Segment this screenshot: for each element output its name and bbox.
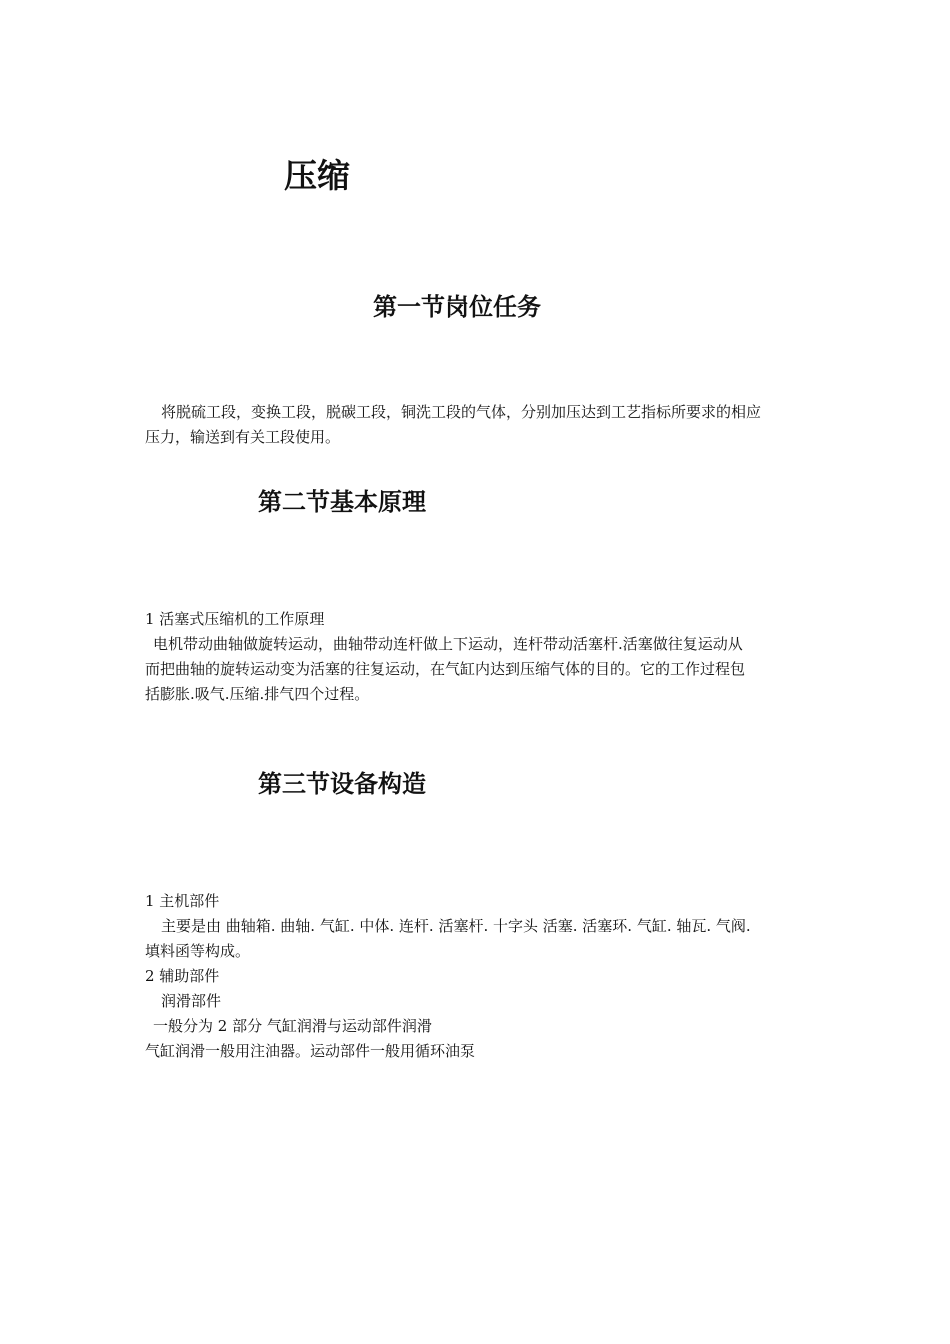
section-2-line-3: 而把曲轴的旋转运动变为活塞的往复运动，在气缸内达到压缩气体的目的。它的工作过程包 bbox=[145, 660, 746, 678]
section-3-line-2: 主要是由 曲轴箱. 曲轴. 气缸. 中体. 连杆. 活塞杆. 十字头 活塞. 活塞环. 气缸. 轴瓦. 气阀. bbox=[161, 917, 751, 935]
section-1-line-1: 将脱硫工段，变换工段，脱碳工段，铜洗工段的气体，分别加压达到工艺指标所要求的相应 bbox=[161, 403, 762, 421]
section-3-line-4: 2 辅助部件 bbox=[145, 967, 220, 985]
section-2-line-4: 括膨胀.吸气.压缩.排气四个过程。 bbox=[145, 685, 370, 703]
section-1-line-2: 压力，输送到有关工段使用。 bbox=[145, 428, 341, 446]
section-3-line-5: 润滑部件 bbox=[161, 992, 222, 1010]
section-2-line-2: 电机带动曲轴做旋转运动，曲轴带动连杆做上下运动，连杆带动活塞杆.活塞做往复运动从 bbox=[153, 635, 743, 653]
section-heading-1: 第一节岗位任务 bbox=[373, 293, 541, 321]
section-2-line-1: 1 活塞式压缩机的工作原理 bbox=[145, 610, 325, 628]
document-title: 压缩 bbox=[284, 156, 350, 195]
section-3-line-3: 填料函等构成。 bbox=[145, 942, 251, 960]
section-3-line-6: 一般分为 2 部分 气缸润滑与运动部件润滑 bbox=[153, 1017, 432, 1035]
section-heading-2: 第二节基本原理 bbox=[258, 488, 426, 516]
section-heading-3: 第三节设备构造 bbox=[258, 770, 426, 798]
section-3-line-1: 1 主机部件 bbox=[145, 892, 220, 910]
section-3-line-7: 气缸润滑一般用注油器。运动部件一般用循环油泵 bbox=[145, 1042, 476, 1060]
